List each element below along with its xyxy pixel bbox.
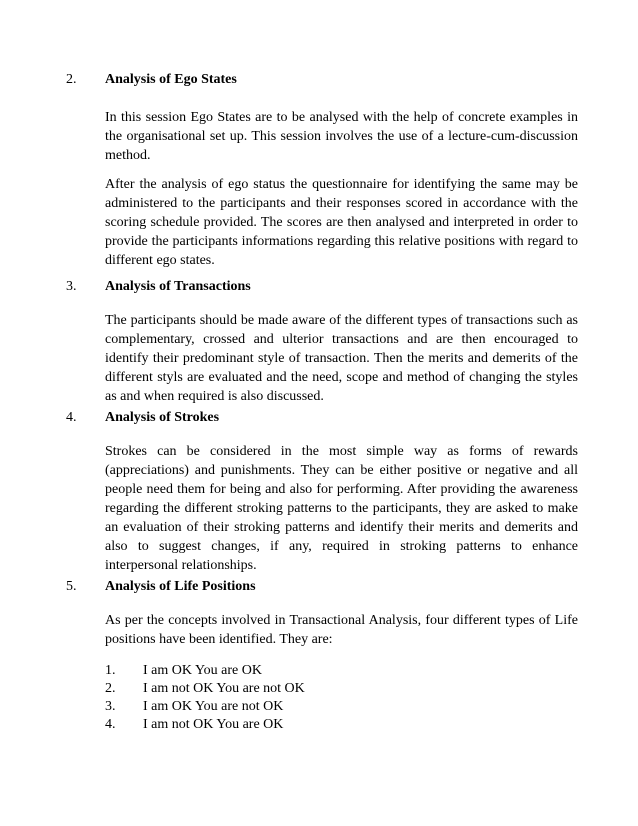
list-item-text: I am not OK You are OK [143,717,284,732]
section-number: 3. [66,279,77,294]
list-item-number: 1. [105,663,116,678]
section-paragraph: The participants should be made aware of the different types of transactions such as complementary, crossed and ulterior transactions and are then encouraged to identify their predominant style of transaction. Then the merits and demerits of the different styls are evaluated and the need, scope and method of changing the styles as and when required is also discussed. [105,313,578,404]
list-item-text: I am OK You are OK [143,663,262,678]
section-paragraph: As per the concepts involved in Transactional Analysis, four different types of Life positions have been identified. They are: [105,613,578,647]
section-heading: Analysis of Strokes [105,410,220,425]
section-number: 5. [66,579,77,594]
section-number: 4. [66,410,77,425]
list-item-text: I am not OK You are not OK [143,681,305,696]
section-paragraph: In this session Ego States are to be analysed with the help of concrete examples in the organisational set up. This session involves the use of a lecture-cum-discussion method. [105,110,578,163]
section-heading: Analysis of Ego States [105,72,237,87]
list-item-number: 2. [105,681,116,696]
section-paragraph: After the analysis of ego status the questionnaire for identifying the same may be administered to the participants and their responses scored in accordance with the scoring schedule provided. The scores are then analysed and interpreted in order to provide the participants informations regarding this relative positions with regard to different ego states. [105,177,578,268]
section-paragraph: Strokes can be considered in the most simple way as forms of rewards (appreciations) and punishments. They can be either positive or negative and all people need them for being and also for performing. After providing the awareness regarding the different stroking patterns to the participants, they are asked to make an evaluation of their stroking patterns and identify their merits and demerits and also to suggest changes, if any, required in stroking patterns to enhance interpersonal relationships. [105,444,578,573]
section-number: 2. [66,72,77,87]
list-item-text: I am OK You are not OK [143,699,284,714]
list-item-number: 3. [105,699,116,714]
list-item-number: 4. [105,717,116,732]
section-heading: Analysis of Transactions [105,279,251,294]
section-heading: Analysis of Life Positions [105,579,256,594]
